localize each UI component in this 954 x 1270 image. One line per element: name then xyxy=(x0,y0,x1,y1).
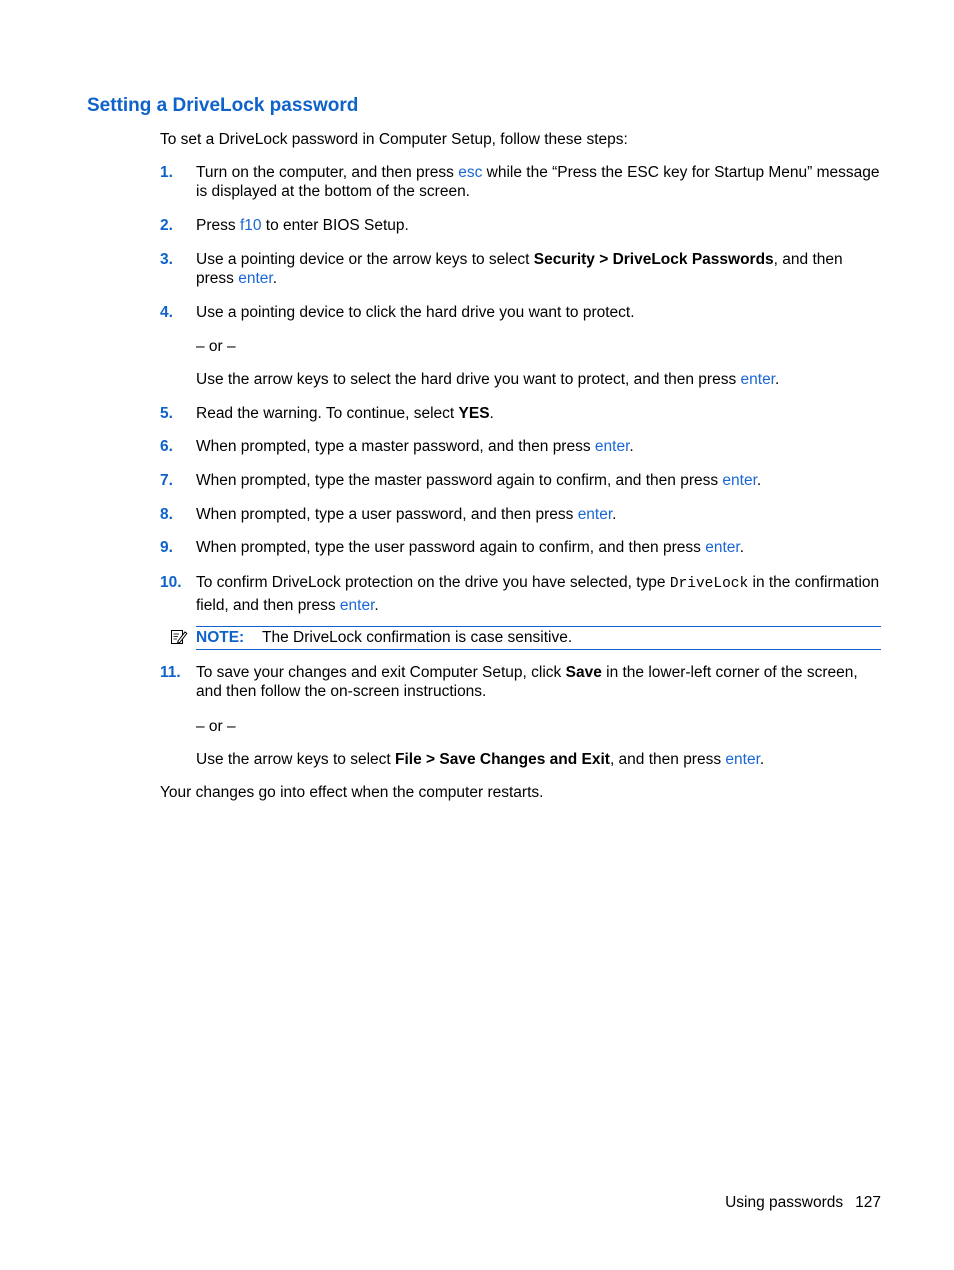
step-text: When prompted, type the master password again to confirm, and then press enter. xyxy=(196,472,762,489)
list-item xyxy=(160,572,884,616)
footer-section: Using passwords xyxy=(725,1194,844,1211)
key-f10: f10 xyxy=(239,217,262,234)
menu-path: Security > DriveLock Passwords xyxy=(533,251,774,268)
list-item xyxy=(160,163,884,201)
step-number: 11. xyxy=(160,664,181,681)
step-alt-text: Use the arrow keys to select File > Save Changes and Exit, and then press enter. xyxy=(196,751,765,768)
step-text: When prompted, type a user password, and then press enter. xyxy=(196,506,617,523)
list-item xyxy=(160,471,884,490)
step-number: 5. xyxy=(160,405,173,422)
key-esc: esc xyxy=(458,164,483,181)
key-enter: enter xyxy=(594,438,630,455)
step-text: To confirm DriveLock protection on the drive you have selected, type DriveLock in the confirmation field, and then press enter. xyxy=(196,574,880,614)
list-item xyxy=(160,216,884,235)
list-item xyxy=(160,538,884,557)
step-number: 8. xyxy=(160,506,173,523)
list-item xyxy=(160,663,884,701)
list-item xyxy=(160,250,884,288)
step-text: When prompted, type a master password, and then press enter. xyxy=(196,438,634,455)
page-number: 127 xyxy=(855,1194,881,1211)
step-text: Use a pointing device or the arrow keys to select Security > DriveLock Passwords, and then press enter. xyxy=(196,251,843,287)
intro-text: To set a DriveLock password in Computer Setup, follow these steps: xyxy=(160,131,628,148)
note-pencil-icon xyxy=(170,628,188,646)
step-alt-text: Use the arrow keys to select the hard drive you want to protect, and then press enter. xyxy=(196,371,780,388)
code-drivelock: DriveLock xyxy=(669,576,749,592)
list-item xyxy=(160,437,884,456)
list-item xyxy=(160,303,884,322)
step-text: Use a pointing device to click the hard drive you want to protect. xyxy=(196,304,635,321)
page-footer xyxy=(725,1193,881,1212)
or-separator: – or – xyxy=(196,338,236,355)
yes-option: YES xyxy=(458,405,490,422)
or-separator: – or – xyxy=(196,718,236,735)
page-title: Setting a DriveLock password xyxy=(87,95,359,116)
step-text: To save your changes and exit Computer Setup, click Save in the lower-left corner of the screen, and then follow the on-screen instructions. xyxy=(196,664,858,700)
step-text: Turn on the computer, and then press esc while the “Press the ESC key for Startup Menu” message is displayed at the bottom of the screen. xyxy=(196,164,880,200)
step-number: 6. xyxy=(160,438,173,455)
step-number: 10. xyxy=(160,574,182,591)
note-label: NOTE: xyxy=(196,629,245,646)
step-number: 2. xyxy=(160,217,173,234)
key-enter: enter xyxy=(339,597,375,614)
step-text: Press f10 to enter BIOS Setup. xyxy=(196,217,409,234)
key-enter: enter xyxy=(725,751,760,768)
step-number: 9. xyxy=(160,539,173,556)
key-enter: enter xyxy=(740,371,775,388)
key-enter: enter xyxy=(577,506,613,523)
save-label: Save xyxy=(565,664,602,681)
step-number: 7. xyxy=(160,472,173,489)
key-enter: enter xyxy=(705,539,740,556)
note-box xyxy=(196,626,881,650)
step-number: 4. xyxy=(160,304,173,321)
menu-path: File > Save Changes and Exit xyxy=(395,751,610,768)
key-enter: enter xyxy=(238,270,273,287)
list-item xyxy=(160,404,884,423)
step-text: Read the warning. To continue, select YES. xyxy=(196,405,494,422)
outro-text: Your changes go into effect when the computer restarts. xyxy=(160,784,544,801)
list-item xyxy=(160,505,884,524)
step-number: 3. xyxy=(160,251,173,268)
note-text: The DriveLock confirmation is case sensitive. xyxy=(262,629,573,646)
step-number: 1. xyxy=(160,164,173,181)
key-enter: enter xyxy=(722,472,757,489)
step-text: When prompted, type the user password again to confirm, and then press enter. xyxy=(196,539,744,556)
